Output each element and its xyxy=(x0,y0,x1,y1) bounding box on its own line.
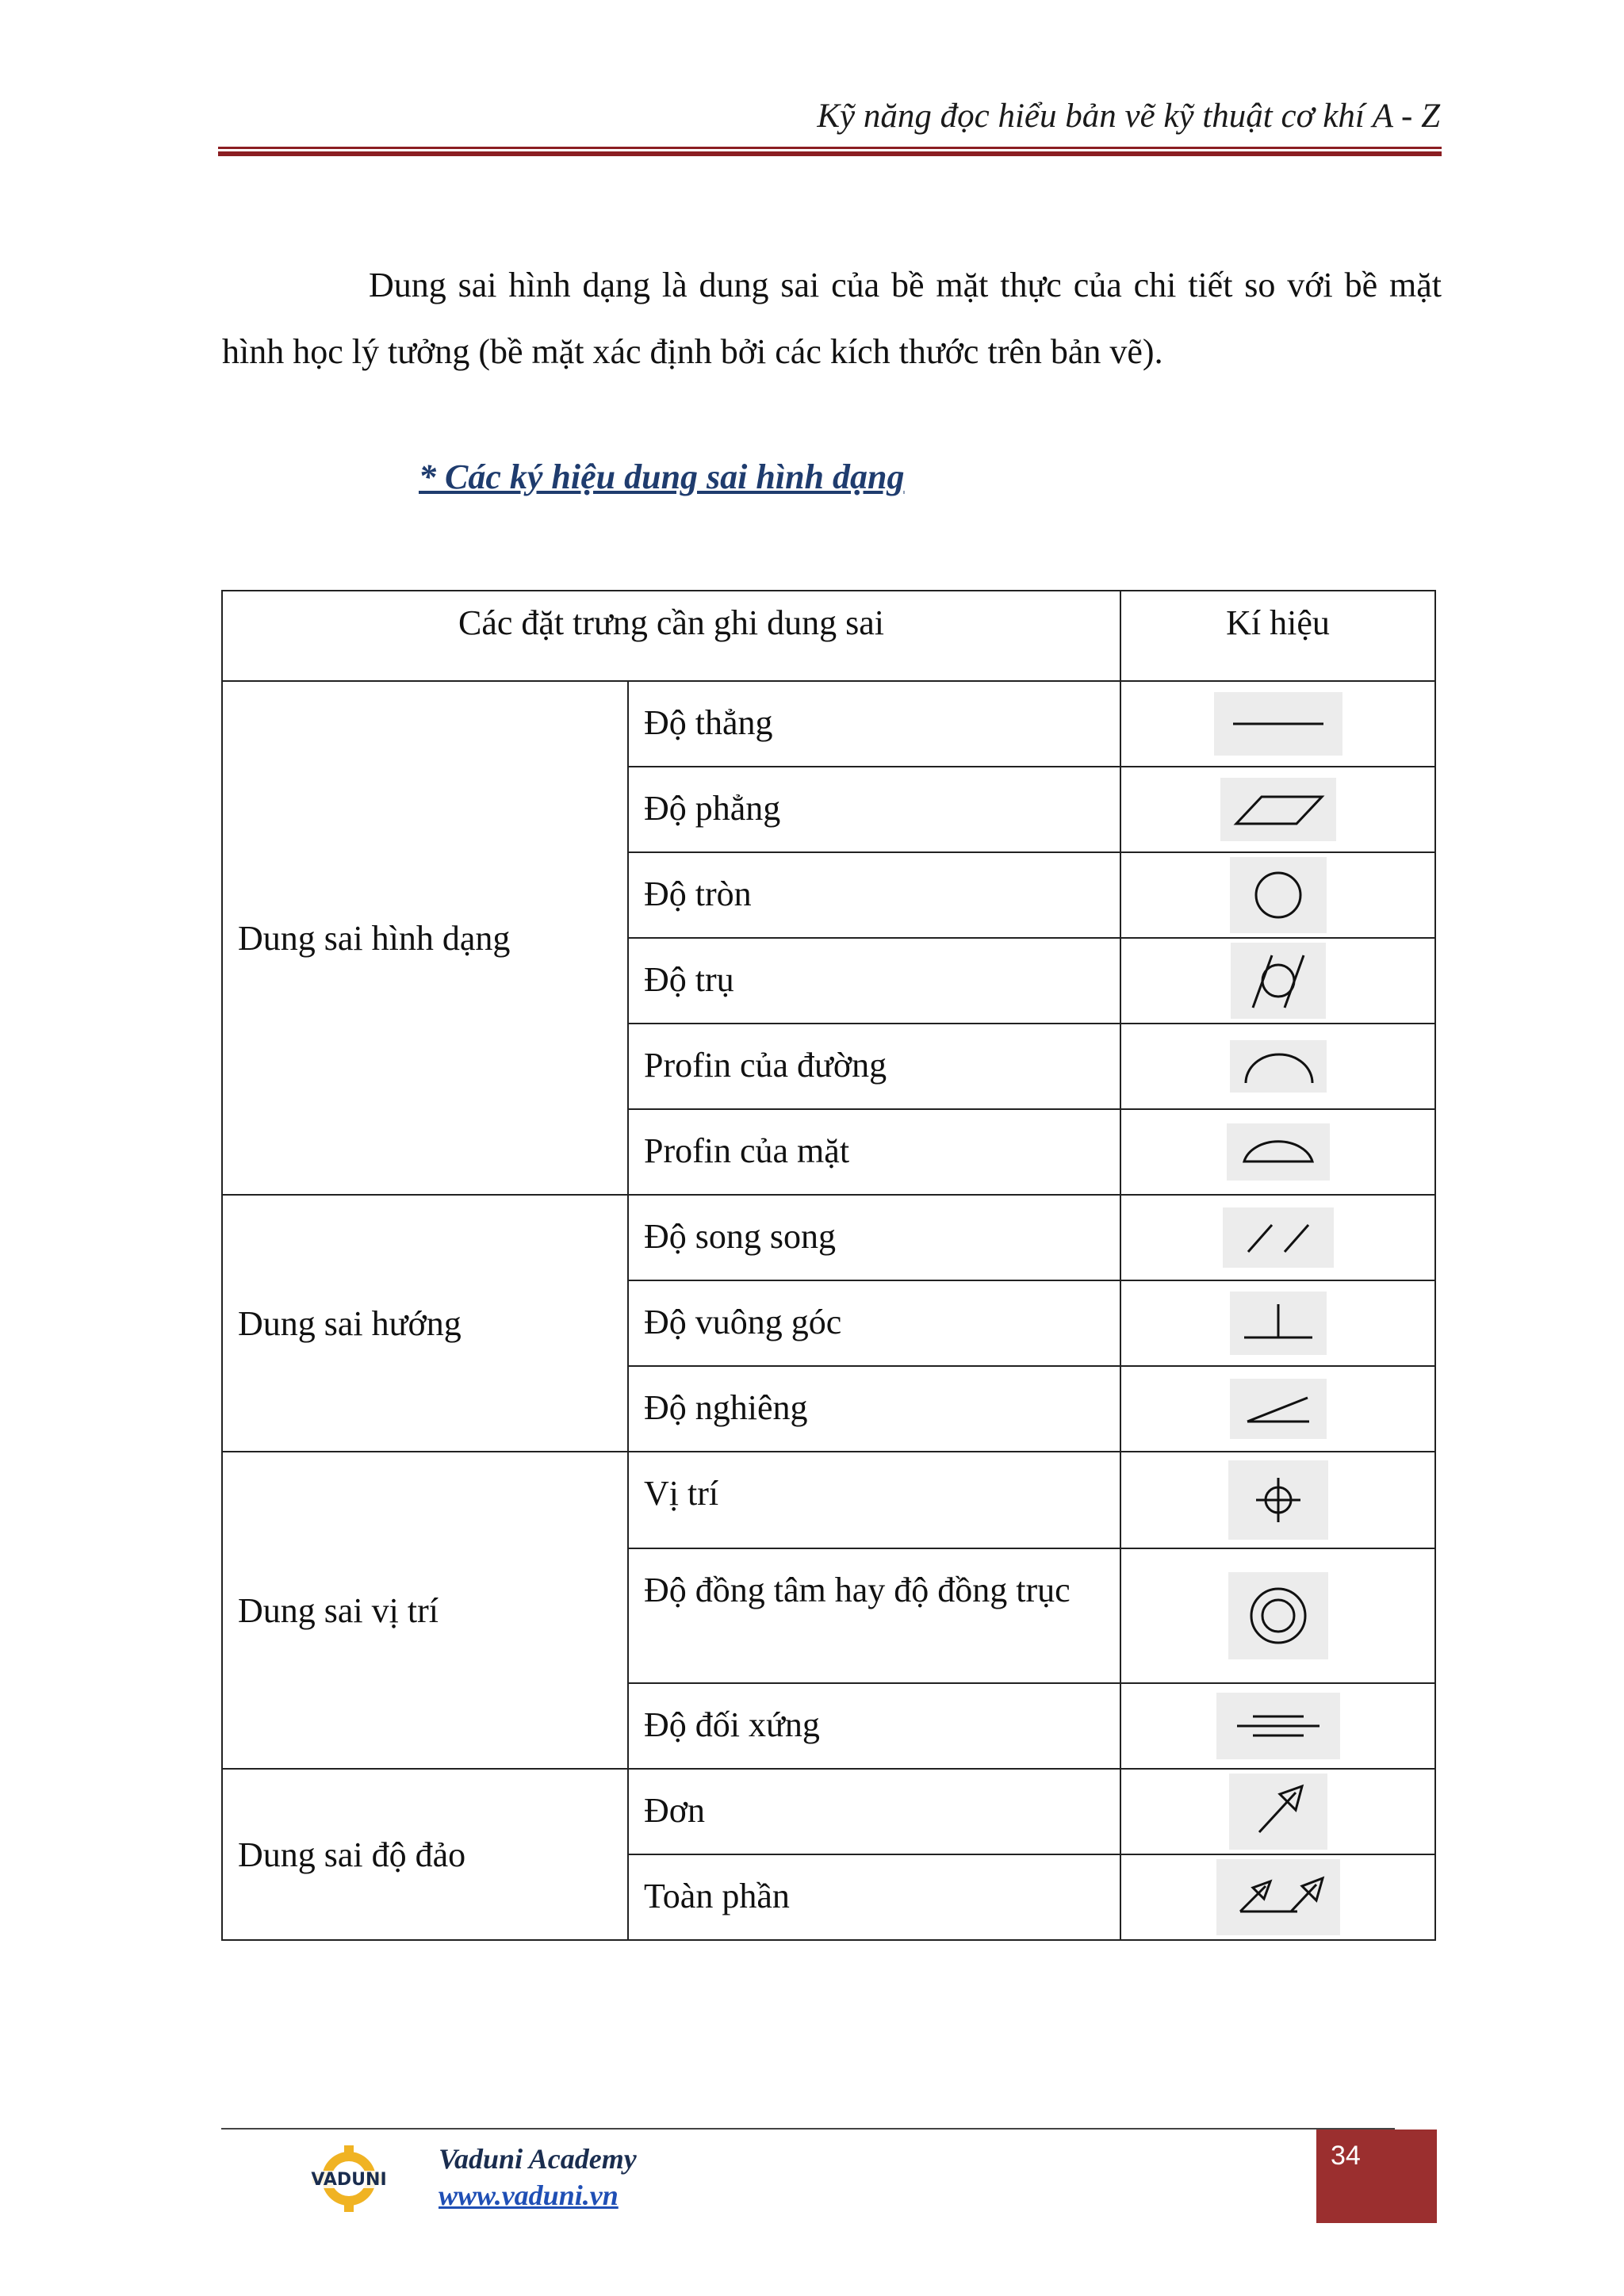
surface-profile-icon xyxy=(1227,1123,1330,1181)
symbol-cell xyxy=(1120,1452,1435,1548)
position-icon xyxy=(1228,1460,1328,1540)
symbol-cell xyxy=(1120,767,1435,852)
symbol-cell xyxy=(1120,1195,1435,1280)
symbol-cell xyxy=(1120,1683,1435,1769)
page-number: 34 xyxy=(1331,2141,1361,2171)
svg-text:VADUNI: VADUNI xyxy=(311,2170,387,2190)
item-cell: Vị trí xyxy=(628,1452,1120,1548)
symbol-cell xyxy=(1120,852,1435,938)
item-cell: Độ phẳng xyxy=(628,767,1120,852)
footer-rule xyxy=(221,2128,1395,2130)
table-row xyxy=(222,1769,1435,1854)
table-header-row xyxy=(222,591,1435,681)
vaduni-logo xyxy=(285,2141,412,2217)
circularity-icon xyxy=(1230,857,1327,933)
running-header-title: Kỹ năng đọc hiểu bản vẽ kỹ thuật cơ khí A - Z xyxy=(817,98,1440,135)
item-cell: Độ đối xứng xyxy=(628,1683,1120,1769)
footer-academy-name: Vaduni Academy xyxy=(439,2143,637,2175)
intro-paragraph: Dung sai hình dạng là dung sai của bề mặt thực của chi tiết so với bề mặt hình học lý tưởng (bề mặt xác định bởi các kích thước trên bản vẽ). xyxy=(222,266,1442,371)
section-heading: * Các ký hiệu dung sai hình dạng xyxy=(419,457,905,496)
item-cell: Độ tròn xyxy=(628,852,1120,938)
item-cell: Độ vuông góc xyxy=(628,1280,1120,1366)
parallelism-icon xyxy=(1223,1207,1334,1268)
page-number-box xyxy=(1316,2130,1437,2223)
table-row xyxy=(222,1452,1435,1548)
footer-website-link[interactable]: www.vaduni.vn xyxy=(439,2179,619,2211)
line-profile-icon xyxy=(1230,1040,1327,1093)
total-runout-icon xyxy=(1216,1859,1340,1935)
tolerance-symbols-table xyxy=(221,590,1436,1941)
symbol-cell xyxy=(1120,1024,1435,1109)
symmetry-icon xyxy=(1216,1693,1340,1759)
table-row xyxy=(222,1195,1435,1280)
angularity-icon xyxy=(1230,1379,1327,1439)
item-cell: Profin của đường xyxy=(628,1024,1120,1109)
concentricity-icon xyxy=(1228,1572,1328,1659)
symbol-cell xyxy=(1120,938,1435,1024)
header-rule xyxy=(218,147,1442,149)
header-rule-thick xyxy=(218,151,1442,156)
item-cell: Đơn xyxy=(628,1769,1120,1854)
item-cell: Độ song song xyxy=(628,1195,1120,1280)
table-row xyxy=(222,681,1435,767)
symbol-cell xyxy=(1120,1109,1435,1195)
symbol-cell xyxy=(1120,1280,1435,1366)
symbol-cell xyxy=(1120,1854,1435,1940)
item-cell: Độ đồng tâm hay độ đồng trục xyxy=(628,1548,1120,1683)
group-cell: Dung sai vị trí xyxy=(222,1452,628,1769)
symbol-cell xyxy=(1120,1366,1435,1452)
item-cell: Profin của mặt xyxy=(628,1109,1120,1195)
perpendicularity-icon xyxy=(1230,1292,1327,1355)
header-characteristics: Các đặt trưng cần ghi dung sai xyxy=(222,591,1120,681)
symbol-cell xyxy=(1120,681,1435,767)
header-symbol: Kí hiệu xyxy=(1120,591,1435,681)
group-cell: Dung sai độ đảo xyxy=(222,1769,628,1940)
symbol-cell xyxy=(1120,1548,1435,1683)
item-cell: Toàn phần xyxy=(628,1854,1120,1940)
cylindricity-icon xyxy=(1231,943,1326,1019)
item-cell: Độ thẳng xyxy=(628,681,1120,767)
item-cell: Độ trụ xyxy=(628,938,1120,1024)
group-cell: Dung sai hướng xyxy=(222,1195,628,1452)
group-cell: Dung sai hình dạng xyxy=(222,681,628,1195)
item-cell: Độ nghiêng xyxy=(628,1366,1120,1452)
flatness-icon xyxy=(1220,778,1336,841)
straightness-icon xyxy=(1214,692,1342,756)
circular-runout-icon xyxy=(1229,1774,1327,1850)
symbol-cell xyxy=(1120,1769,1435,1854)
